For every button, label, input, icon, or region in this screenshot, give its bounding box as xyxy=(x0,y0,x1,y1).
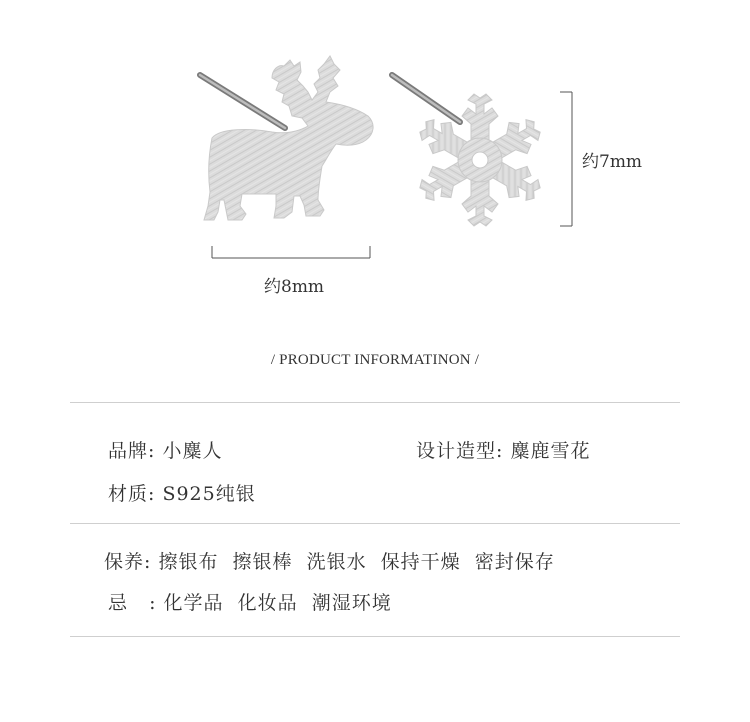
care-text: 保养: 擦银布 擦银棒 洗银水 保持干燥 密封保存 xyxy=(104,551,555,573)
material-text: 材质: S925纯银 xyxy=(108,483,256,505)
width-label: 约8mm xyxy=(264,277,325,297)
height-label: 约7mm xyxy=(582,152,643,172)
width-dimension-bracket xyxy=(212,246,370,258)
reindeer-shape xyxy=(204,56,373,220)
divider-middle xyxy=(70,523,680,524)
height-dimension-bracket xyxy=(560,92,572,226)
snowflake-shape xyxy=(414,94,546,226)
avoid-text: 忌 : 化学品 化妆品 潮湿环境 xyxy=(108,592,392,614)
divider-top xyxy=(70,402,680,403)
reindeer-earring xyxy=(200,56,373,220)
snowflake-earring xyxy=(392,75,546,226)
brand-text: 品牌: 小麋人 xyxy=(108,440,223,462)
design-text: 设计造型: 麋鹿雪花 xyxy=(416,440,591,462)
section-title: / PRODUCT INFORMATINON / xyxy=(270,352,480,368)
divider-bottom xyxy=(70,636,680,637)
